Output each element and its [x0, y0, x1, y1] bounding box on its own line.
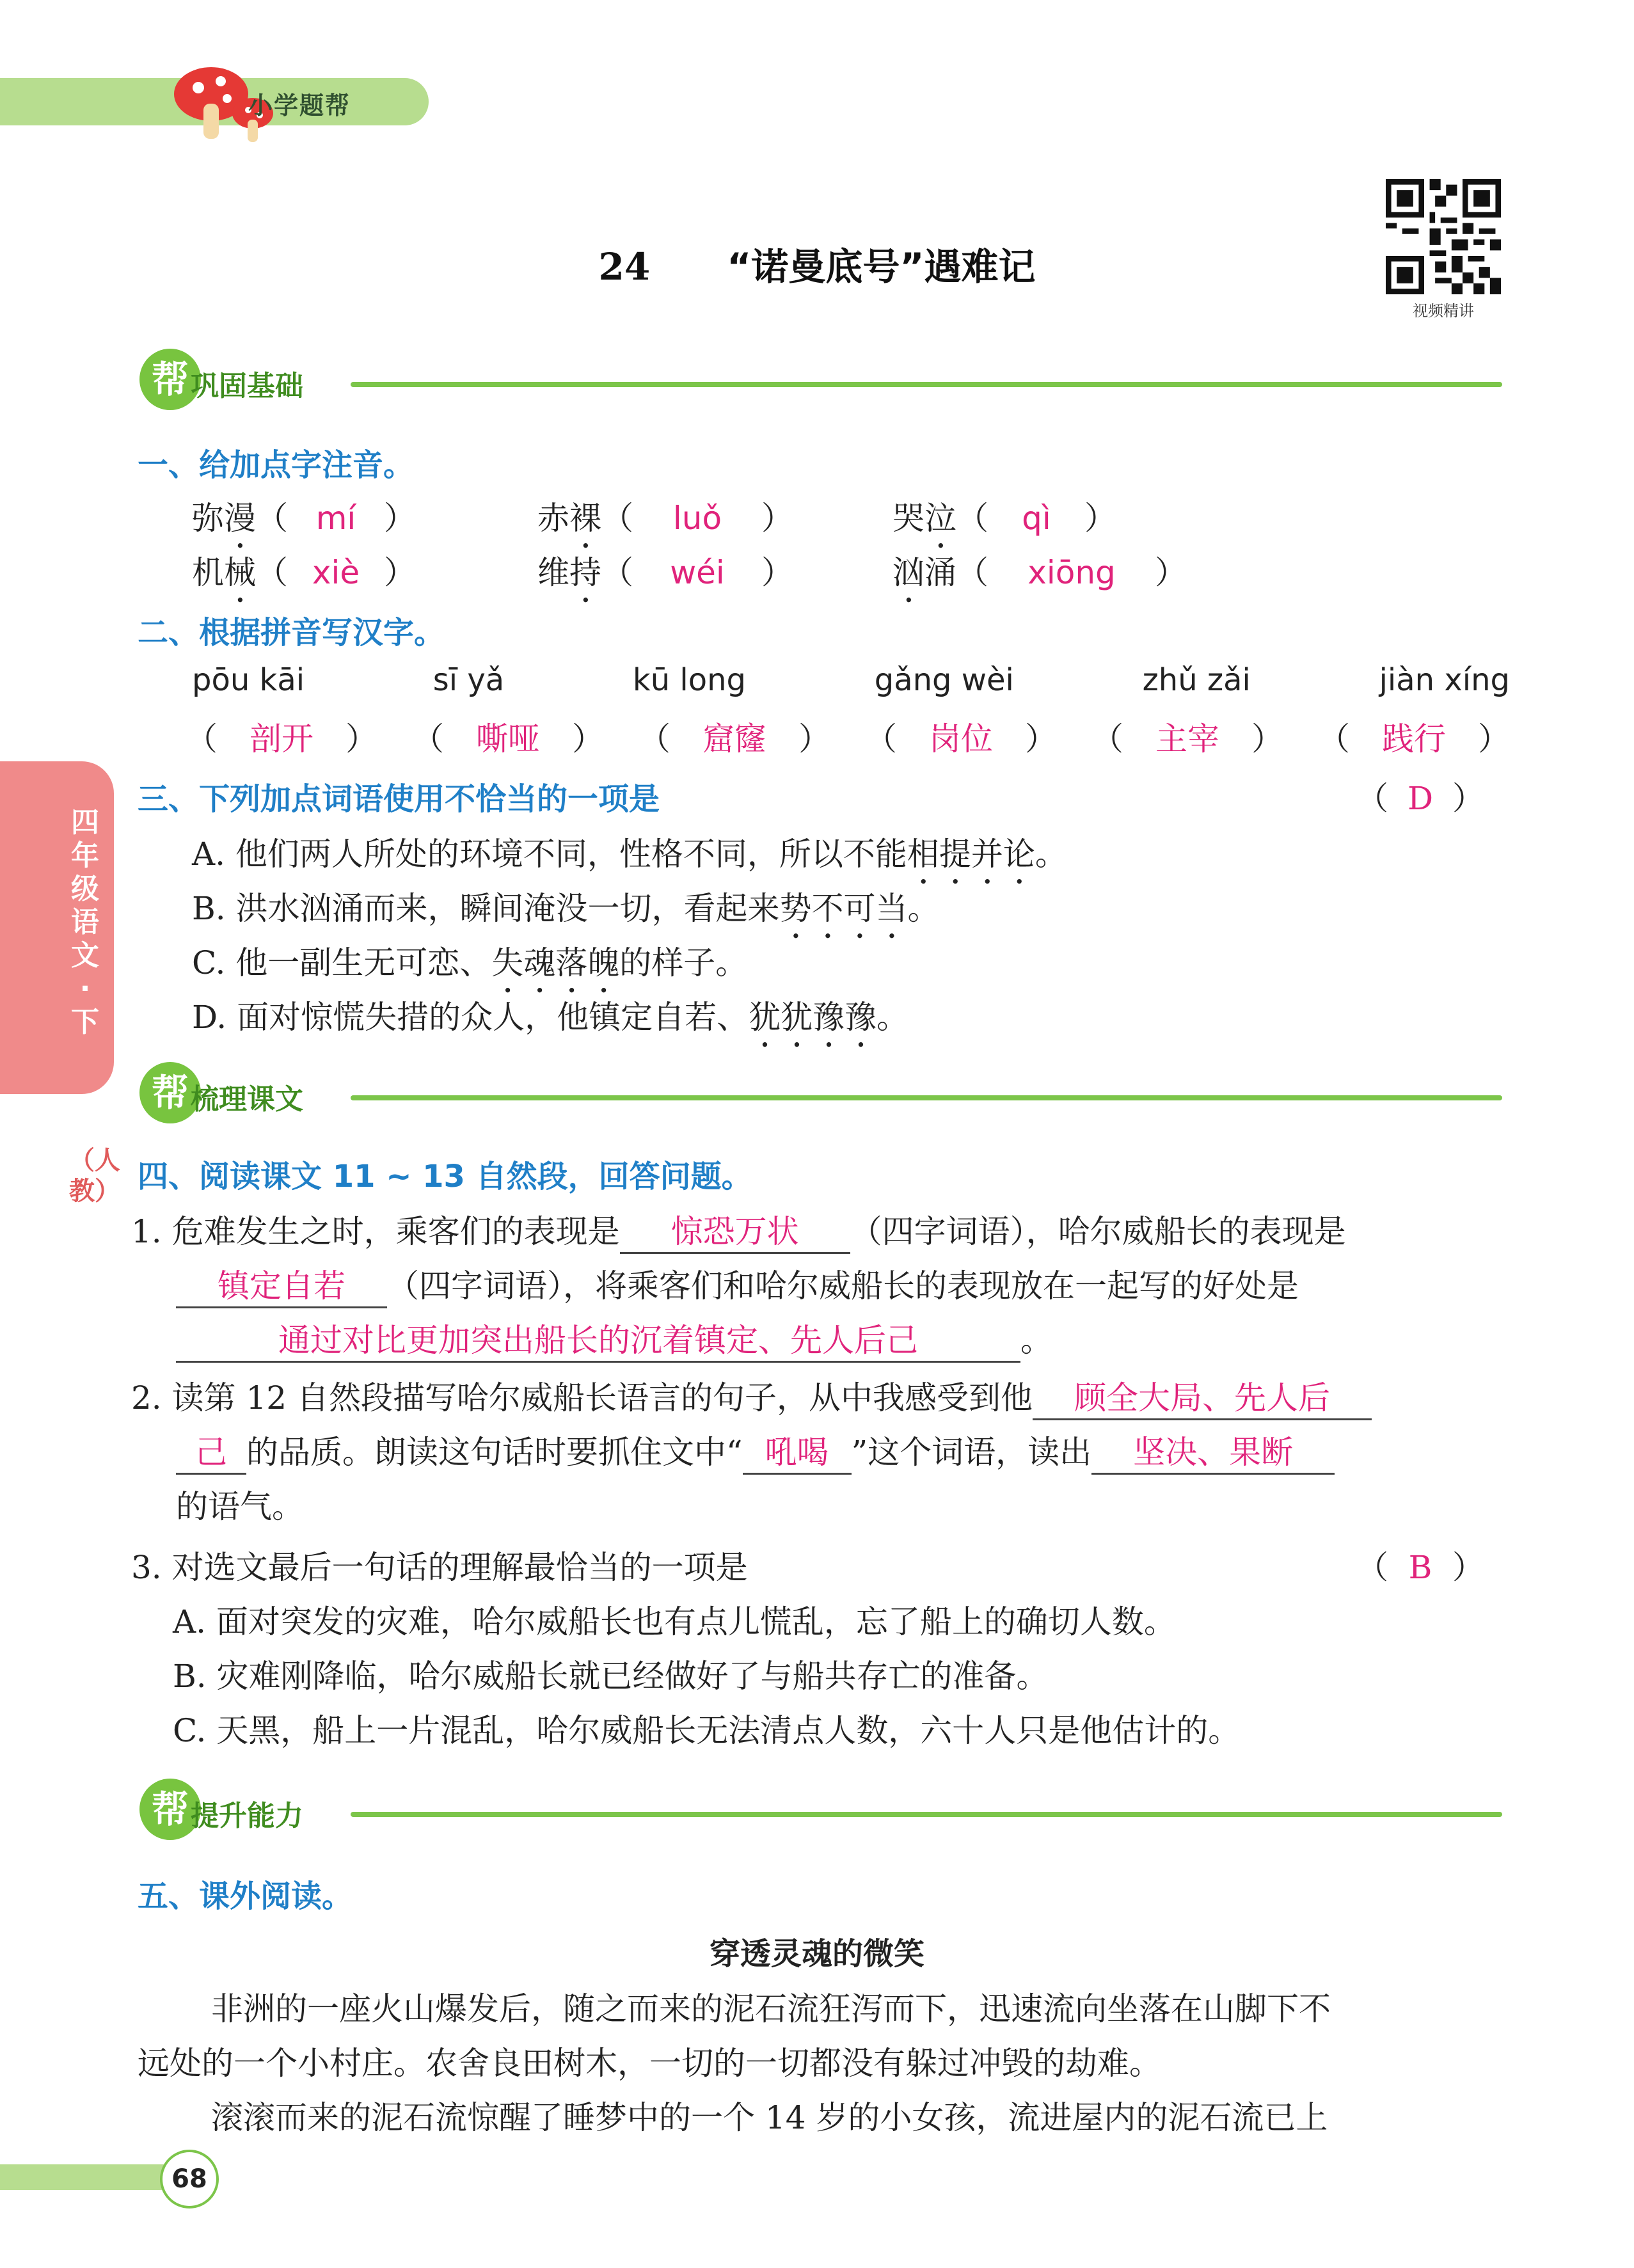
side-tab-edition: （人教）	[69, 1146, 120, 1206]
q4-part-1-line-3: 通过对比更加突出船长的沉着镇定、先人后己 。	[176, 1315, 1507, 1363]
pinyin: jiàn xíng	[1379, 662, 1510, 698]
q4-answer: 吼喝	[743, 1427, 852, 1475]
section-badge: 帮	[139, 349, 201, 410]
pinyin: zhǔ zǎi	[1142, 662, 1251, 698]
section-rule	[351, 382, 1502, 387]
footer-bar	[0, 2164, 179, 2190]
q2-answer: 窟窿	[702, 720, 766, 757]
q1-item-1: 弥漫（ mí ）	[192, 500, 416, 537]
q1-answer: qì	[1022, 500, 1051, 537]
section-header-review	[139, 1062, 1502, 1126]
section-badge: 帮	[139, 1062, 201, 1123]
q4-answer: 镇定自若	[176, 1260, 387, 1308]
q4-part-3-answer-box: （ B ）	[1356, 1549, 1484, 1586]
q4-part-2-line-2: 己 的品质。朗读这句话时要抓住文中“ 吼喝 ”这个词语，读出 坚决、果断	[176, 1427, 1507, 1475]
q2-answer: 嘶哑	[476, 720, 540, 757]
q3-option-c: C. 他一副生无可恋、失魂落魄的样子。	[192, 944, 748, 981]
story-line-2: 远处的一个小村庄。农舍良田树木，一切的一切都没有躲过冲毁的劫难。	[138, 2045, 1161, 2082]
q1-answer: mí	[315, 500, 356, 537]
section-rule	[351, 1095, 1502, 1100]
q2-answer: 主宰	[1155, 720, 1219, 757]
section-title: 提升能力	[191, 1800, 303, 1832]
section-header-consolidate	[139, 349, 1502, 413]
q2-answer: 剖开	[250, 720, 313, 757]
story-title: 穿透灵魂的微笑	[709, 1936, 924, 1972]
story-line-1: 非洲的一座火山爆发后，随之而来的泥石流狂泻而下，迅速流向坐落在山脚下不	[211, 1990, 1331, 2027]
brand-label: 小学题帮	[248, 91, 351, 120]
q4-part-3-answer: B	[1408, 1549, 1432, 1586]
qr-caption: 视频精讲	[1413, 302, 1474, 320]
q1-item-6: 汹涌（ xiōng ）	[892, 554, 1187, 591]
pinyin: pōu kāi	[192, 662, 305, 698]
qr-code-icon[interactable]	[1386, 179, 1501, 294]
q4-part-1-line-2: 镇定自若 （四字词语），将乘客们和哈尔威船长的表现放在一起写的好处是	[176, 1260, 1507, 1308]
section-badge: 帮	[139, 1779, 201, 1840]
q4-part-3-stem: 3. 对选文最后一句话的理解最恰当的一项是	[131, 1549, 748, 1586]
question-2-heading: 二、根据拼音写汉字。	[138, 615, 445, 651]
q4-part-2-line-3: 的语气。	[176, 1488, 304, 1525]
question-5-heading: 五、课外阅读。	[138, 1878, 353, 1914]
q3-answer: D	[1407, 780, 1434, 817]
section-title: 巩固基础	[191, 370, 303, 402]
q1-item-5: 维持（ wéi ）	[537, 554, 793, 591]
side-tab-grade: 四年级语文·下	[71, 806, 99, 1038]
q3-option-b: B. 洪水汹涌而来，瞬间淹没一切，看起来势不可当。	[192, 890, 940, 927]
q1-answer: wéi	[670, 554, 725, 591]
q1-answer: xiōng	[1027, 554, 1116, 591]
q2-answer-row: （ 剖开 ） （ 嘶哑 ） （ 窟窿 ） （ 岗位 ） （ 主宰 ） （ 践行 ）	[186, 713, 1510, 759]
question-1-heading: 一、给加点字注音。	[138, 447, 415, 483]
q4-part-1-line-1: 1. 危难发生之时，乘客们的表现是 惊恐万状 （四字词语），哈尔威船长的表现是	[131, 1206, 1507, 1254]
q1-item-2: 赤裸（ luǒ ）	[537, 500, 793, 537]
question-3-heading: 三、下列加点词语使用不恰当的一项是	[138, 781, 660, 817]
section-header-improve	[139, 1779, 1502, 1843]
q3-option-d: D. 面对惊慌失措的众人，他镇定自若、犹犹豫豫。	[192, 999, 909, 1036]
lesson-number: 24	[598, 245, 651, 289]
q2-pinyin-row	[192, 662, 1510, 698]
q1-item-3: 哭泣（ qì ）	[892, 500, 1116, 537]
q4-answer: 坚决、果断	[1091, 1427, 1335, 1475]
pinyin: kū long	[632, 662, 746, 698]
q1-answer: luǒ	[672, 500, 722, 537]
q4-part-3-option-b: B. 灾难刚降临，哈尔威船长就已经做好了与船共存亡的准备。	[173, 1658, 1049, 1695]
story-line-3: 滚滚而来的泥石流惊醒了睡梦中的一个 14 岁的小女孩，流进屋内的泥石流已上	[211, 2099, 1328, 2136]
q4-answer: 顾全大局、先人后	[1033, 1372, 1372, 1420]
pinyin: sī yǎ	[432, 662, 505, 698]
pinyin: gǎng wèi	[874, 662, 1014, 698]
q2-answer: 岗位	[929, 720, 993, 757]
q2-answer: 践行	[1382, 720, 1446, 757]
section-rule	[351, 1812, 1502, 1817]
section-title: 梳理课文	[191, 1083, 303, 1116]
lesson-title: “诺曼底号”遇难记	[727, 245, 1036, 289]
q4-answer: 己	[176, 1427, 246, 1475]
page-number: 68	[160, 2150, 219, 2209]
q4-answer: 通过对比更加突出船长的沉着镇定、先人后己	[176, 1315, 1020, 1363]
q3-option-a: A. 他们两人所处的环境不同，性格不同，所以不能相提并论。	[192, 836, 1067, 873]
q4-part-3-option-c: C. 天黑，船上一片混乱，哈尔威船长无法清点人数，六十人只是他估计的。	[173, 1712, 1241, 1749]
q4-part-2-line-1: 2. 读第 12 自然段描写哈尔威船长语言的句子，从中我感受到他 顾全大局、先人后	[131, 1372, 1507, 1420]
q4-part-3-option-a: A. 面对突发的灾难，哈尔威船长也有点儿慌乱，忘了船上的确切人数。	[173, 1603, 1176, 1640]
q4-answer: 惊恐万状	[620, 1206, 850, 1254]
q1-answer: xiè	[312, 554, 360, 591]
question-4-heading: 四、阅读课文 11 ~ 13 自然段，回答问题。	[138, 1159, 752, 1194]
q3-answer-box: （ D ）	[1356, 780, 1484, 817]
q1-item-4: 机械（ xiè ）	[192, 554, 416, 591]
